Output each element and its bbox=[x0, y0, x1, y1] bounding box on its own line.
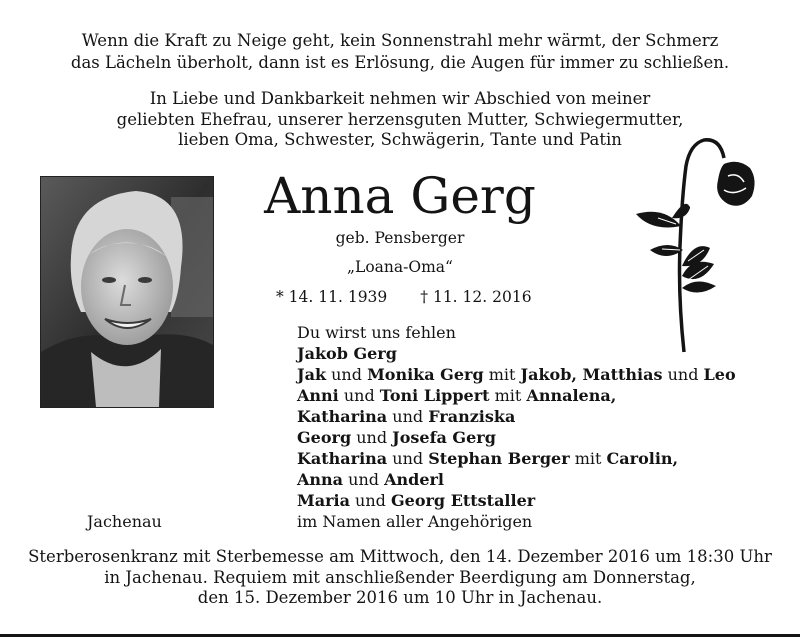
birth-date: * 14. 11. 1939 bbox=[276, 288, 388, 306]
mourner-connector: mit bbox=[489, 386, 527, 405]
mourner-name: Carolin, bbox=[606, 449, 679, 468]
mourner-name: Georg bbox=[297, 428, 352, 447]
mourners-closing: im Namen aller Angehörigen bbox=[297, 512, 533, 531]
mourner-name: Maria bbox=[297, 491, 350, 510]
mourner-connector: und bbox=[338, 386, 380, 405]
mourner-connector: und bbox=[343, 470, 385, 489]
place-name: Jachenau bbox=[87, 512, 162, 531]
mourner-row bbox=[297, 385, 736, 406]
intro-line: geliebten Ehefrau, unserer herzensguten Mutter, Schwiegermutter, bbox=[116, 109, 684, 129]
death-date: † 11. 12. 2016 bbox=[420, 288, 532, 306]
mourner-row bbox=[297, 448, 736, 469]
mourner-connector: und bbox=[351, 428, 393, 447]
mourner-row bbox=[297, 343, 736, 364]
mourner-name: Anderl bbox=[384, 470, 444, 489]
poem-line: das Lächeln überholt, dann ist es Erlösung, die Augen für immer zu schließen. bbox=[70, 53, 730, 72]
mourner-row bbox=[297, 427, 736, 448]
mourner-name: Anna bbox=[297, 470, 344, 489]
mourner-connector: und bbox=[662, 365, 704, 384]
intro-line: In Liebe und Dankbarkeit nehmen wir Abschied von meiner bbox=[149, 89, 651, 108]
mourner-connector: mit bbox=[569, 449, 607, 468]
life-dates bbox=[276, 288, 532, 306]
mourner-name: Jakob, Matthias bbox=[520, 365, 663, 384]
mourner-connector: und bbox=[387, 407, 429, 426]
mourner-row bbox=[297, 406, 736, 427]
mourner-name: Katharina bbox=[297, 449, 388, 468]
mourner-name: Franziska bbox=[428, 407, 516, 426]
mourner-name: Jak bbox=[297, 365, 327, 384]
mourners-intro: Du wirst uns fehlen bbox=[297, 323, 456, 342]
nickname: „Loana-Oma“ bbox=[347, 258, 453, 276]
mourner-name: Anni bbox=[297, 386, 339, 405]
mourner-connector: und bbox=[326, 365, 368, 384]
mourner-name: Leo bbox=[703, 365, 736, 384]
service-line: den 15. Dezember 2016 um 10 Uhr in Jachenau. bbox=[197, 588, 603, 607]
mourner-connector: und bbox=[387, 449, 429, 468]
mourner-name: Monika Gerg bbox=[367, 365, 484, 384]
service-line: Sterberosenkranz mit Sterbemesse am Mittwoch, den 14. Dezember 2016 um 18:30 Uhr bbox=[28, 547, 772, 566]
maiden-name: geb. Pensberger bbox=[335, 229, 465, 247]
service-line: in Jachenau. Requiem mit anschließender Beerdigung am Donnerstag, bbox=[104, 567, 696, 587]
mourner-name: Annalena, bbox=[526, 386, 617, 405]
mourner-row bbox=[297, 490, 736, 511]
mourner-row bbox=[297, 364, 736, 385]
mourner-name: Josefa Gerg bbox=[392, 428, 496, 447]
mourner-name: Toni Lippert bbox=[379, 386, 490, 405]
mourner-connector: mit bbox=[483, 365, 521, 384]
poem-line: Wenn die Kraft zu Neige geht, kein Sonnenstrahl mehr wärmt, der Schmerz bbox=[81, 31, 719, 50]
intro-line: lieben Oma, Schwester, Schwägerin, Tante und Patin bbox=[178, 130, 622, 149]
portrait-photo bbox=[40, 176, 214, 408]
deceased-name: Anna Gerg bbox=[264, 167, 536, 225]
mourner-name: Georg Ettstaller bbox=[390, 491, 536, 510]
mourner-row bbox=[297, 469, 736, 490]
service-info bbox=[0, 547, 800, 609]
portrait-illustration bbox=[41, 177, 213, 407]
mourner-name: Jakob Gerg bbox=[297, 344, 397, 363]
mourner-name: Katharina bbox=[297, 407, 388, 426]
poem-text bbox=[0, 30, 800, 74]
mourner-name: Stephan Berger bbox=[428, 449, 570, 468]
mourners-list bbox=[297, 322, 736, 532]
mourner-connector: und bbox=[349, 491, 391, 510]
